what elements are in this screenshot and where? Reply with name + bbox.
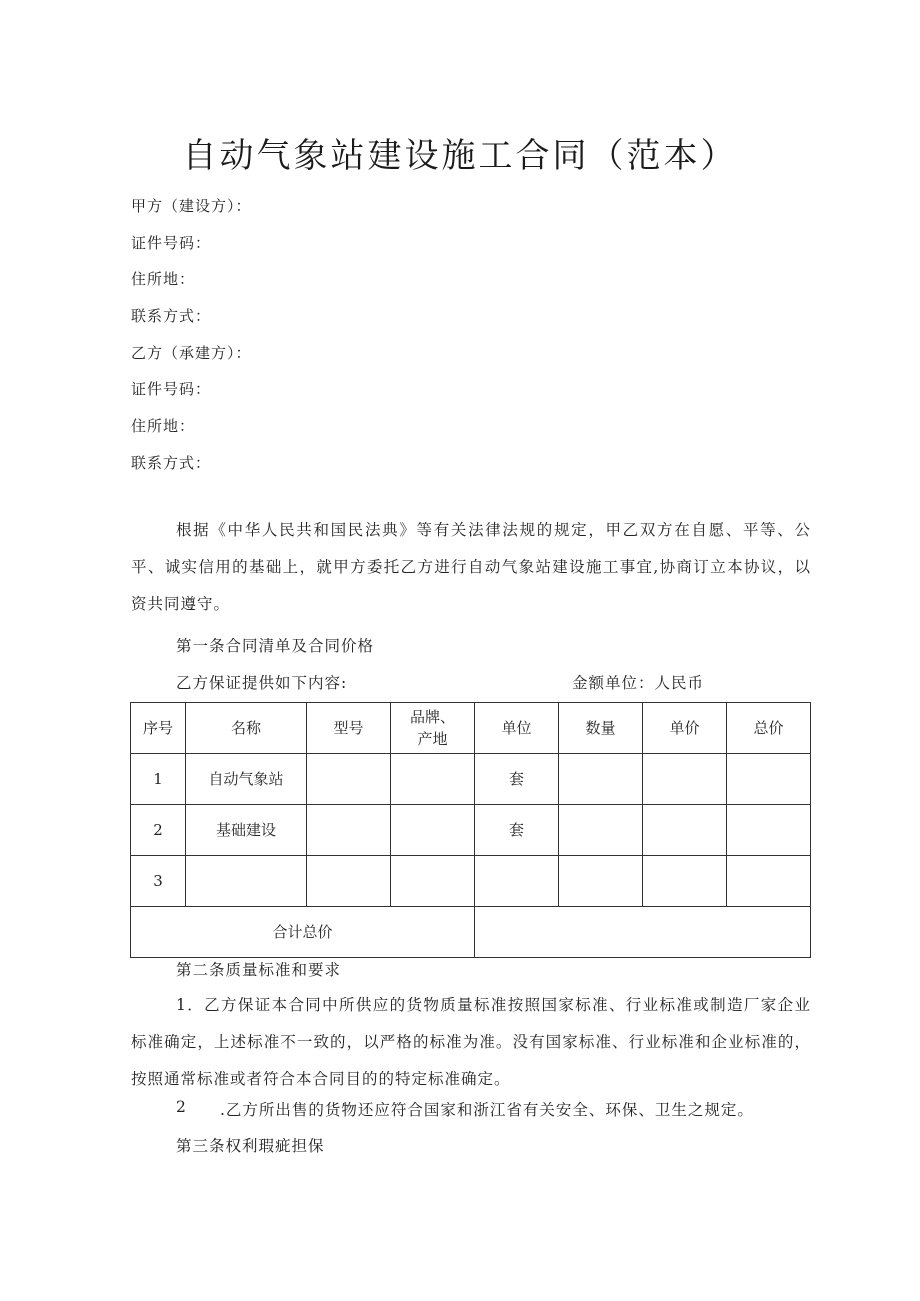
party-b-contact-field <box>131 451 211 473</box>
table-cell <box>391 856 475 907</box>
goods-table <box>130 702 811 958</box>
header-cell: 名称 <box>186 703 307 754</box>
article2-item2-text: .乙方所出售的货物还应符合国家和浙江省有关安全、环保、卫生之规定。 <box>220 1101 754 1119</box>
table-cell: 基础建设 <box>186 805 307 856</box>
party-a-address-line <box>205 267 443 289</box>
field-label: 联系方式： <box>131 454 212 472</box>
table-cell <box>727 805 811 856</box>
table-cell <box>186 856 307 907</box>
party-b-id-line <box>222 377 443 399</box>
table-cell: 1 <box>131 754 186 805</box>
header-cell: 型号 <box>307 703 391 754</box>
article1-heading: 第一条合同清单及合同价格 <box>176 637 375 655</box>
party-b-id-field <box>131 377 211 399</box>
table-cell <box>559 754 643 805</box>
page-title: 自动气象站建设施工合同（范本） <box>182 136 738 176</box>
table-cell <box>307 805 391 856</box>
supply-note: 乙方保证提供如下内容: <box>176 674 348 692</box>
field-label: 证件号码： <box>131 234 212 252</box>
total-label-cell: 合计总价 <box>131 907 475 958</box>
intro-paragraph: 根据《中华人民共和国民法典》等有关法律法规的规定，甲乙双方在自愿、平等、公平、诚实信用的基础上，就甲方委托乙方进行自动气象站建设施工事宜,协商订立本协议，以资共同遵守。 <box>131 521 811 613</box>
table-cell <box>643 856 727 907</box>
party-b-name-field <box>131 341 252 363</box>
field-label: 乙方（承建方）： <box>131 344 252 362</box>
header-cell: 品牌、产地 <box>391 703 475 754</box>
table-cell <box>391 754 475 805</box>
table-total-row <box>131 907 811 958</box>
header-cell: 单价 <box>643 703 727 754</box>
party-b-address-field <box>131 414 195 436</box>
table-cell: 套 <box>475 754 559 805</box>
party-b-name-line <box>273 341 443 363</box>
table-row <box>131 805 811 856</box>
header-cell: 单位 <box>475 703 559 754</box>
party-a-id-field <box>131 231 211 253</box>
header-cell: 数量 <box>559 703 643 754</box>
header-cell: 序号 <box>131 703 186 754</box>
table-cell <box>307 856 391 907</box>
article2-heading: 第二条质量标准和要求 <box>176 961 342 979</box>
party-a-name-field <box>131 194 252 216</box>
table-cell: 2 <box>131 805 186 856</box>
party-a-address-field <box>131 267 195 289</box>
article3-heading: 第三条权利瑕疵担保 <box>176 1137 325 1155</box>
field-label: 住所地： <box>131 417 196 435</box>
field-label: 证件号码： <box>131 380 212 398</box>
field-label: 联系方式： <box>131 307 212 325</box>
table-row <box>131 856 811 907</box>
total-value-cell <box>475 907 811 958</box>
table-cell <box>559 805 643 856</box>
party-b-address-line <box>205 414 443 436</box>
table-cell <box>727 856 811 907</box>
table-cell: 自动气象站 <box>186 754 307 805</box>
field-label: 甲方（建设方）： <box>131 197 252 215</box>
table-row <box>131 754 811 805</box>
table-cell <box>391 805 475 856</box>
header-cell: 总价 <box>727 703 811 754</box>
table-header-row <box>131 703 811 754</box>
party-a-id-line <box>222 231 443 253</box>
table-cell: 3 <box>131 856 186 907</box>
article2-item1: 1．乙方保证本合同中所供应的货物质量标准按照国家标准、行业标准或制造厂家企业标准确定，上述标准不一致的，以严格的标准为准。没有国家标准、行业标准和企业标准的，按照通常标准或者符合本合同目的的特定标准确定。 <box>131 996 811 1088</box>
currency-note: 金额单位：人民币 <box>572 674 705 692</box>
table-cell <box>643 754 727 805</box>
table-cell <box>643 805 727 856</box>
article2-item2-number: 2 <box>176 1098 187 1116</box>
table-cell <box>559 856 643 907</box>
table-cell: 套 <box>475 805 559 856</box>
table-cell <box>307 754 391 805</box>
field-label: 住所地： <box>131 270 196 288</box>
party-a-contact-line <box>222 304 443 326</box>
party-b-contact-line <box>222 451 443 473</box>
party-a-contact-field <box>131 304 211 326</box>
table-cell <box>727 754 811 805</box>
table-cell <box>475 856 559 907</box>
party-a-name-line <box>273 194 443 216</box>
